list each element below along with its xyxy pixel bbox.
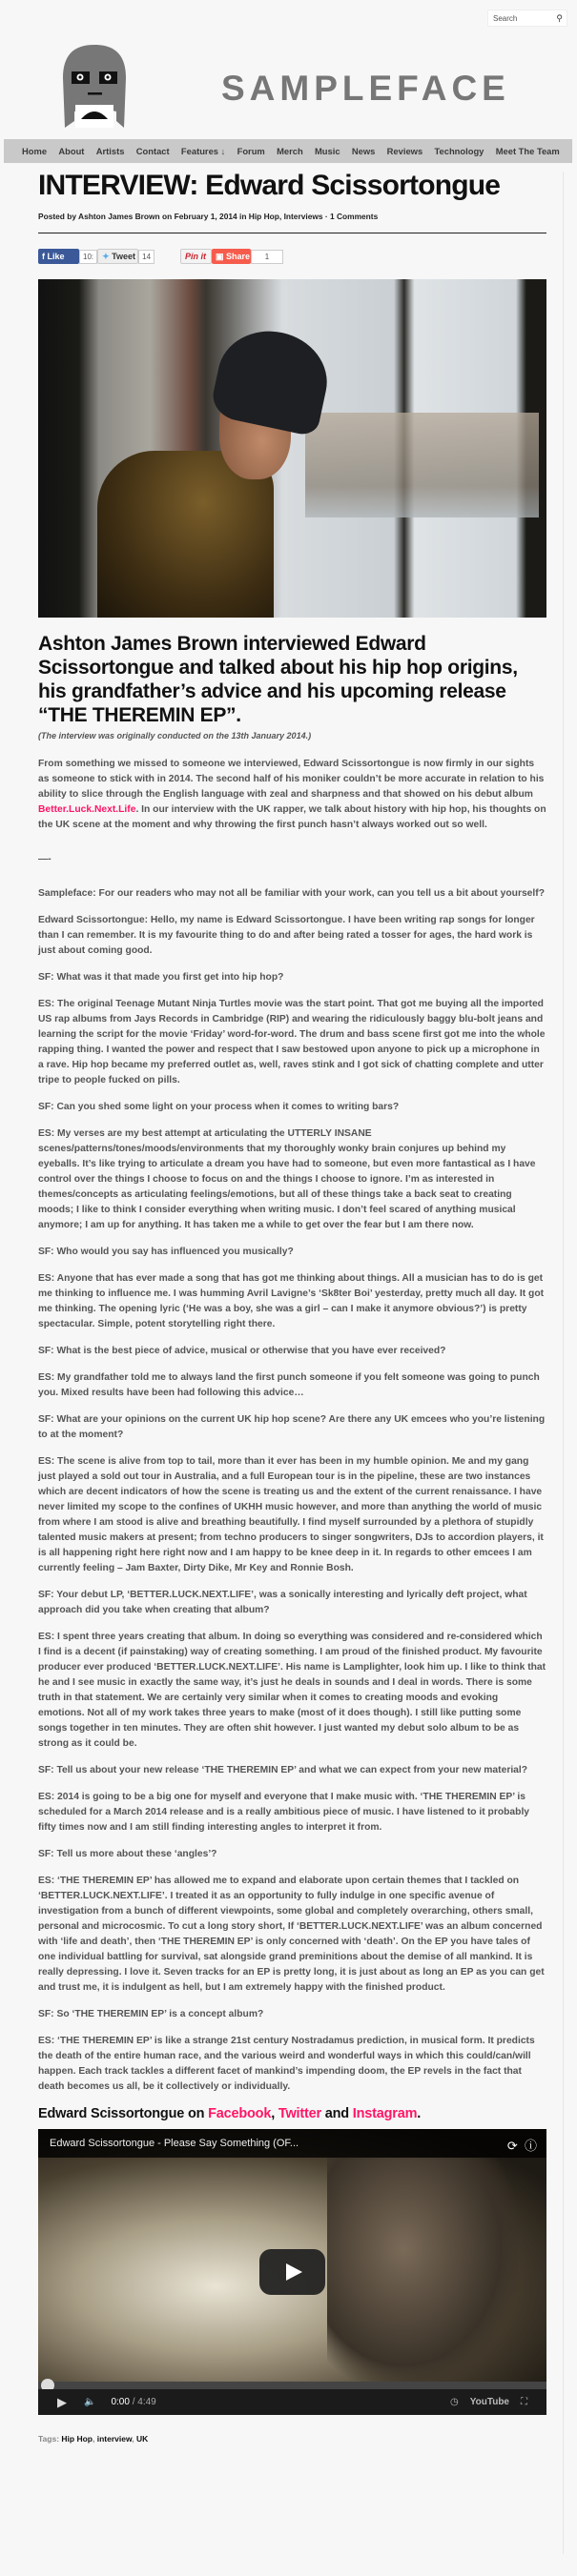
post-date: February 1, 2014	[174, 212, 237, 221]
nav-meet-the-team[interactable]: Meet The Team	[495, 146, 560, 156]
follow-text: Edward Scissortongue on	[38, 2106, 209, 2121]
like-count: 10:	[79, 250, 97, 264]
current-time: 0:00	[111, 2397, 130, 2407]
interview-question: SF: Your debut LP, ‘BETTER.LUCK.NEXT.LIFE’, was a sonically interesting and lyrically deft project, what approach did you take when creating that album?	[38, 1590, 527, 1615]
post-meta	[38, 212, 546, 221]
video-time	[111, 2397, 155, 2407]
meta-text: ·	[322, 212, 330, 221]
play-icon[interactable]: ▶	[57, 2394, 67, 2409]
search-input[interactable]	[487, 10, 567, 27]
search-placeholder: Search	[493, 14, 518, 23]
nav-music[interactable]: Music	[314, 146, 340, 156]
share-count: 1	[251, 250, 283, 264]
tweet-count: 14	[138, 250, 155, 264]
youtube-logo[interactable]: YouTube	[469, 2397, 509, 2407]
follow-text: and	[320, 2106, 353, 2121]
twitter-icon: ✦	[102, 251, 113, 261]
tweet-label: Tweet	[112, 252, 136, 261]
meta-text: ,	[278, 212, 284, 221]
category-link[interactable]: Interviews	[283, 212, 323, 221]
interview-question: SF: What are your opinions on the current UK hip hop scene? Are there any UK emcees who you’re listening to at the moment?	[38, 1414, 546, 1440]
interview-question: Sampleface: For our readers who may not all be familiar with your work, can you tell us a bit about yourself?	[38, 888, 545, 899]
article-body	[38, 757, 546, 2095]
interview-question: SF: Tell us about your new release ‘THE THEREMIN EP’ and what we can expect from your new material?	[38, 1765, 528, 1775]
album-link[interactable]: Better.Luck.Next.Life	[38, 804, 136, 815]
tweet-button[interactable]	[97, 249, 138, 264]
duration: / 4:49	[132, 2397, 156, 2407]
facebook-icon: f	[42, 252, 48, 261]
interview-question: SF: So ‘THE THEREMIN EP’ is a concept album?	[38, 2009, 264, 2019]
follow-text: .	[417, 2106, 422, 2121]
nav-news[interactable]: News	[351, 146, 376, 156]
interview-question: SF: What is the best piece of advice, musical or otherwise that you have ever received?	[38, 1346, 446, 1356]
meta-text: Posted by	[38, 212, 79, 221]
subheading: Ashton James Brown interviewed Edward Scissortongue and talked about his hip hop origins, his grandfather’s advice and his upcoming release “THE THEREMIN EP”.	[38, 633, 518, 726]
interview-qa	[38, 886, 546, 2095]
watch-later-icon[interactable]: ◷	[449, 2397, 459, 2407]
sidebar-divider	[563, 172, 564, 2554]
nav-reviews[interactable]: Reviews	[386, 146, 423, 156]
nav-artists[interactable]: Artists	[95, 146, 125, 156]
nav-technology[interactable]: Technology	[434, 146, 484, 156]
interview-answer: ES: The original Teenage Mutant Ninja Turtles movie was the start point. That got me buying all the imported US rap albums from Jays Records in Cambridge (RIP) and wearing the ridiculously baggy blu-bolt jeans and learning the script for the movie ‘Friday’ word-for-word. The drum and bass scene first got me into the whole rapping thing. I wanted the power and respect that I saw bestowed upon anyone to pick up a microphone in a rave. Hip hop became my preferred outlet as, well, raves stink and I got sick of chatting complete and utter tripe to people fucked on pills.	[38, 999, 546, 1085]
interview-answer: ES: I spent three years creating that album. In doing so everything was considered and re-considered which I find is a decent (if painstaking) way of creating something. I am proud of the finished product. My favourite producer ever produced ‘BETTER.LUCK.NEXT.LIFE’. His name is Lamplighter, look him up. I like to think that he and I see music in exactly the same way, it’s just he deals in sounds and I deal in words. There is some truth in that statement. We are certainly very similar when it comes to creating moods and evoking emotions. Not all of my work takes three years to make (most of it does though). I still like putting some songs together in ten minutes. They are often shit however. I just wanted my debut solo album to be as strong as it could be.	[38, 1632, 546, 1749]
video-thumbnail	[327, 2158, 518, 2386]
divider-text: —-	[38, 854, 52, 864]
category-link[interactable]: Hip Hop	[248, 212, 279, 221]
like-label: Like	[47, 252, 65, 261]
youtube-video-player[interactable]	[38, 2129, 546, 2415]
info-icon[interactable]: ⓘ	[524, 2139, 537, 2153]
share-label: Share	[226, 252, 251, 261]
search-icon[interactable]: ⚲	[556, 13, 563, 23]
interview-answer: ES: 2014 is going to be a big one for myself and everyone that I make music with. ‘THE THEREMIN EP’ is scheduled for a March 2014 release and is a really ambitious piece of music. I have listened to it probably fifty times now and I am still finding interesting angles to interpret it from.	[38, 1792, 530, 1833]
interview-answer: ES: ‘THE THEREMIN EP’ is like a strange 21st century Nostradamus prediction, in musical form. It predicts the death of the entire human race, and the various weird and wonderful ways in which this could/can/will happen. Each track tackles a different facet of mankind’s impending doom, the EP revels in the fact that death becomes us all, be it collectively or individually.	[38, 2036, 535, 2092]
nav-features[interactable]: Features ↓	[180, 146, 226, 156]
facebook-like-button[interactable]	[38, 249, 79, 264]
video-title-bar	[38, 2129, 546, 2158]
follow-text: ,	[271, 2106, 278, 2121]
article	[38, 172, 546, 2444]
image-city-view	[305, 413, 539, 517]
nav-forum[interactable]: Forum	[237, 146, 265, 156]
nav-home[interactable]: Home	[22, 146, 48, 156]
video-controls	[38, 2389, 546, 2415]
intro-paragraph	[38, 757, 546, 833]
facebook-link[interactable]: Facebook	[208, 2106, 272, 2121]
author-link[interactable]: Ashton James Brown	[78, 212, 160, 221]
comments-link[interactable]: 1 Comments	[329, 212, 379, 221]
twitter-link[interactable]: Twitter	[278, 2106, 321, 2121]
share-icon[interactable]: ⟳	[506, 2139, 518, 2153]
interview-answer: ES: Anyone that has ever made a song that has got me thinking about things. All a musician has to do is get me thinking to influence me. I was humming Avril Lavigne’s ‘Sk8ter Boi’ yesterday, pretty much all day. It got me thinking. The opening lyric (‘He was a boy, she was a girl – can I make it anymore obvious?’) is pretty spectacular. Simple, potent storytelling right there.	[38, 1273, 545, 1329]
site-title[interactable]: SAMPLEFACE	[221, 69, 510, 108]
interview-answer: ES: My grandfather told me to always land the first punch someone if you felt someone was going to punch you. Mixed results have been had following this advice…	[38, 1372, 540, 1398]
tags-label: Tags:	[38, 2434, 60, 2444]
main-nav	[4, 139, 572, 163]
interview-question: SF: Can you shed some light on your process when it comes to writing bars?	[38, 1102, 400, 1112]
interview-answer: ES: The scene is alive from top to tail, more than it ever has been in my humble opinion. Me and my gang just played a sold out tour in Australia, and a full European tour is in the pipeline, these are two instances which are decent indicators of how the scene is treating us and the extent of the current renaissance. I have never limited my scope to the confines of UKHH music however, and more than anything the world of music from where I am stood is alive and breathing beautifully. I find myself surrounded by a plethora of stupidly talented music makers at present; from techno producers to singer songwriters, DJs to accordion players, it is all happening right here right now and I am happy to be knee deep in it. In regards to other emcees I am currently feeling – Jam Baxter, Dirty Dike, Mr Key and Ronnie Bosh.	[38, 1456, 544, 1573]
share-button[interactable]	[212, 249, 251, 264]
instagram-link[interactable]: Instagram	[352, 2106, 418, 2121]
interview-date-note: (The interview was originally conducted on the 13th January 2014.)	[38, 731, 312, 740]
video-progress-bar[interactable]	[38, 2382, 546, 2389]
interview-question: SF: Who would you say has influenced you musically?	[38, 1247, 294, 1257]
social-buttons	[38, 249, 546, 264]
play-button[interactable]	[259, 2249, 325, 2295]
follow-links	[38, 2106, 546, 2121]
intro-text: From something we missed to someone we interviewed, Edward Scissortongue is now firmly in our sights as someone to stick with in 2014. The second half of his moniker couldn’t be more accurate in relation to his ability to slice through the English language with zeal and sharpness and that showed on his debut album	[38, 759, 545, 800]
share-icon: ▣	[216, 251, 227, 261]
post-tags: Tags: Hip Hop, interview, UK	[38, 2434, 149, 2444]
interview-answer: Edward Scissortongue: Hello, my name is Edward Scissortongue. I have been writing rap songs for longer than I can remember. It is my favourite thing to do and after being rated a tosser for ages, the hard work is just about coming good.	[38, 915, 535, 956]
interview-question: SF: Tell us more about these ‘angles’?	[38, 1849, 217, 1859]
volume-icon[interactable]: 🔈	[84, 2397, 96, 2407]
interview-question: SF: What was it that made you first get into hip hop?	[38, 972, 284, 983]
tag-link[interactable]: interview	[96, 2434, 133, 2444]
interview-answer: ES: My verses are my best attempt at articulating the UTTERLY INSANE scenes/patterns/tones/moods/environments that my thoroughly wonky brain conjures up behind my eyeballs. It’s like trying to articulate a dream you have had to someone, but even more fantastical as I have control over the things I choose to focus on and the things I choose to ignore. I’m as interested in themes/concepts as articulating feelings/emotions, but all of these things take a back seat to creating moods; I like to think I consider everything when writing music. I don’t feel scared of anything musical anymore; I am up for anything. It has taken me a while to get over the fear but I am there now.	[38, 1128, 536, 1230]
nav-about[interactable]: About	[58, 146, 85, 156]
meta-text: in	[237, 212, 249, 221]
video-title[interactable]: Edward Scissortongue - Please Say Something (OF...	[50, 2138, 299, 2149]
nav-contact[interactable]: Contact	[135, 146, 170, 156]
featured-image	[38, 279, 546, 618]
tag-link[interactable]: UK	[136, 2434, 149, 2444]
meta-text: on	[159, 212, 175, 221]
fullscreen-icon[interactable]: ⛶	[521, 2397, 527, 2407]
intro-text: . In our interview with the UK rapper, we talk about history with hip hop, his thoughts on the UK scene at the moment and why throwing the first punch hasn’t always worked out so well.	[38, 804, 546, 830]
interview-answer: ES: ‘THE THEREMIN EP’ has allowed me to expand and elaborate upon certain themes that I tackled on ‘BETTER.LUCK.NEXT.LIFE’. I treated it as an opportunity to fully indulge in one specific avenue of investigation from a bunch of different viewpoints, some global and completely overarching, others small, personal and microcosmic. To cut a long story short, If ‘BETTER.LUCK.NEXT.LIFE’ was an album concerned with ‘life and death’, then ‘THE THEREMIN EP’ is only concerned with ‘death’. On the EP you have tales of one individual battling for survival, sat alongside grand preminitions about the demise of all mankind. It is really depressing. I love it. Seven tracks for an EP is pretty long, it is just about as long an EP as you can get and trust me, it is indulgent as hell, but I am extremely happy with the finished product.	[38, 1876, 545, 1993]
tag-link[interactable]: Hip Hop	[61, 2434, 93, 2444]
pinterest-button[interactable]: Pin it	[180, 249, 212, 264]
page-title: INTERVIEW: Edward Scissortongue	[38, 170, 501, 201]
nav-merch[interactable]: Merch	[277, 146, 303, 156]
sampleface-logo-icon[interactable]	[61, 45, 128, 128]
